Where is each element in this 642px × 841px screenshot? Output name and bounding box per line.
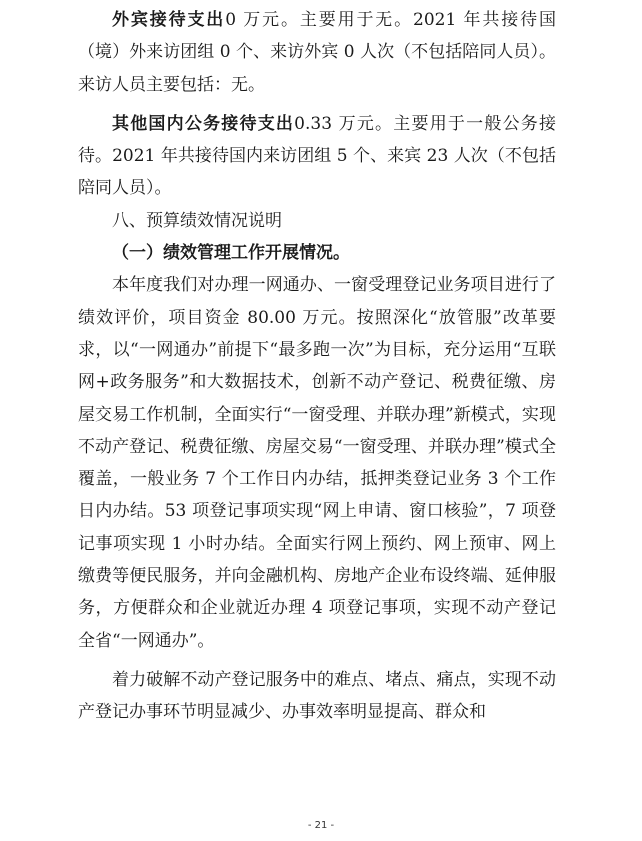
domestic-reception-text: 0.33 万元。主要用于一般公务接待。2021 年共接待国内来访团组 5 个、来宾 23 人次（不包括陪同人员）。 [78, 113, 556, 199]
foreign-reception-label: 外宾接待支出 [112, 10, 226, 30]
document-body [78, 4, 556, 729]
page-number: - 21 - [307, 820, 335, 831]
foreign-reception-paragraph [78, 4, 556, 101]
subsection-heading: （一）绩效管理工作开展情况。 [112, 243, 350, 264]
foreign-reception-text: 0 万元。主要用于无。2021 年共接待国（境）外来访团组 0 个、来访外宾 0 人次（不包括陪同人员）。来访人员主要包括：无。 [78, 10, 557, 95]
domestic-reception-paragraph [78, 108, 556, 205]
performance-paragraph-1: 本年度我们对办理一网通办、一窗受理登记业务项目进行了绩效评价，项目资金 80.00 万元。按照深化“放管服”改革要求，以“一网通办”前提下“最多跑一次”为目标，充分运用“互联网+政务服务”和大数据技术，创新不动产登记、税费征缴、房屋交易工作机制，全面实行“一窗受理、并联办理”新模式，实现不动产登记、税费征缴、房屋交易“一窗受理、并联办理”模式全覆盖，一般业务 7 个工作日内办结，抵押类登记业务 3 个工作日内办结。53 项登记事项实现“网上申请、窗口核验”，7 项登记事项实现 1 小时办结。全面实行网上预约、网上预审、网上缴费等便民服务，并向金融机构、房地产企业布设终端、延伸服务，方便群众和企业就近办理 4 项登记事项，实现不动产登记全省“一网通办”。 [78, 275, 556, 651]
performance-paragraph-2: 着力破解不动产登记服务中的难点、堵点、痛点，实现不动产登记办事环节明显减少、办事效率明显提高、群众和 [78, 669, 556, 723]
section-heading: 八、预算绩效情况说明 [112, 210, 282, 231]
domestic-reception-label: 其他国内公务接待支出 [112, 113, 295, 134]
